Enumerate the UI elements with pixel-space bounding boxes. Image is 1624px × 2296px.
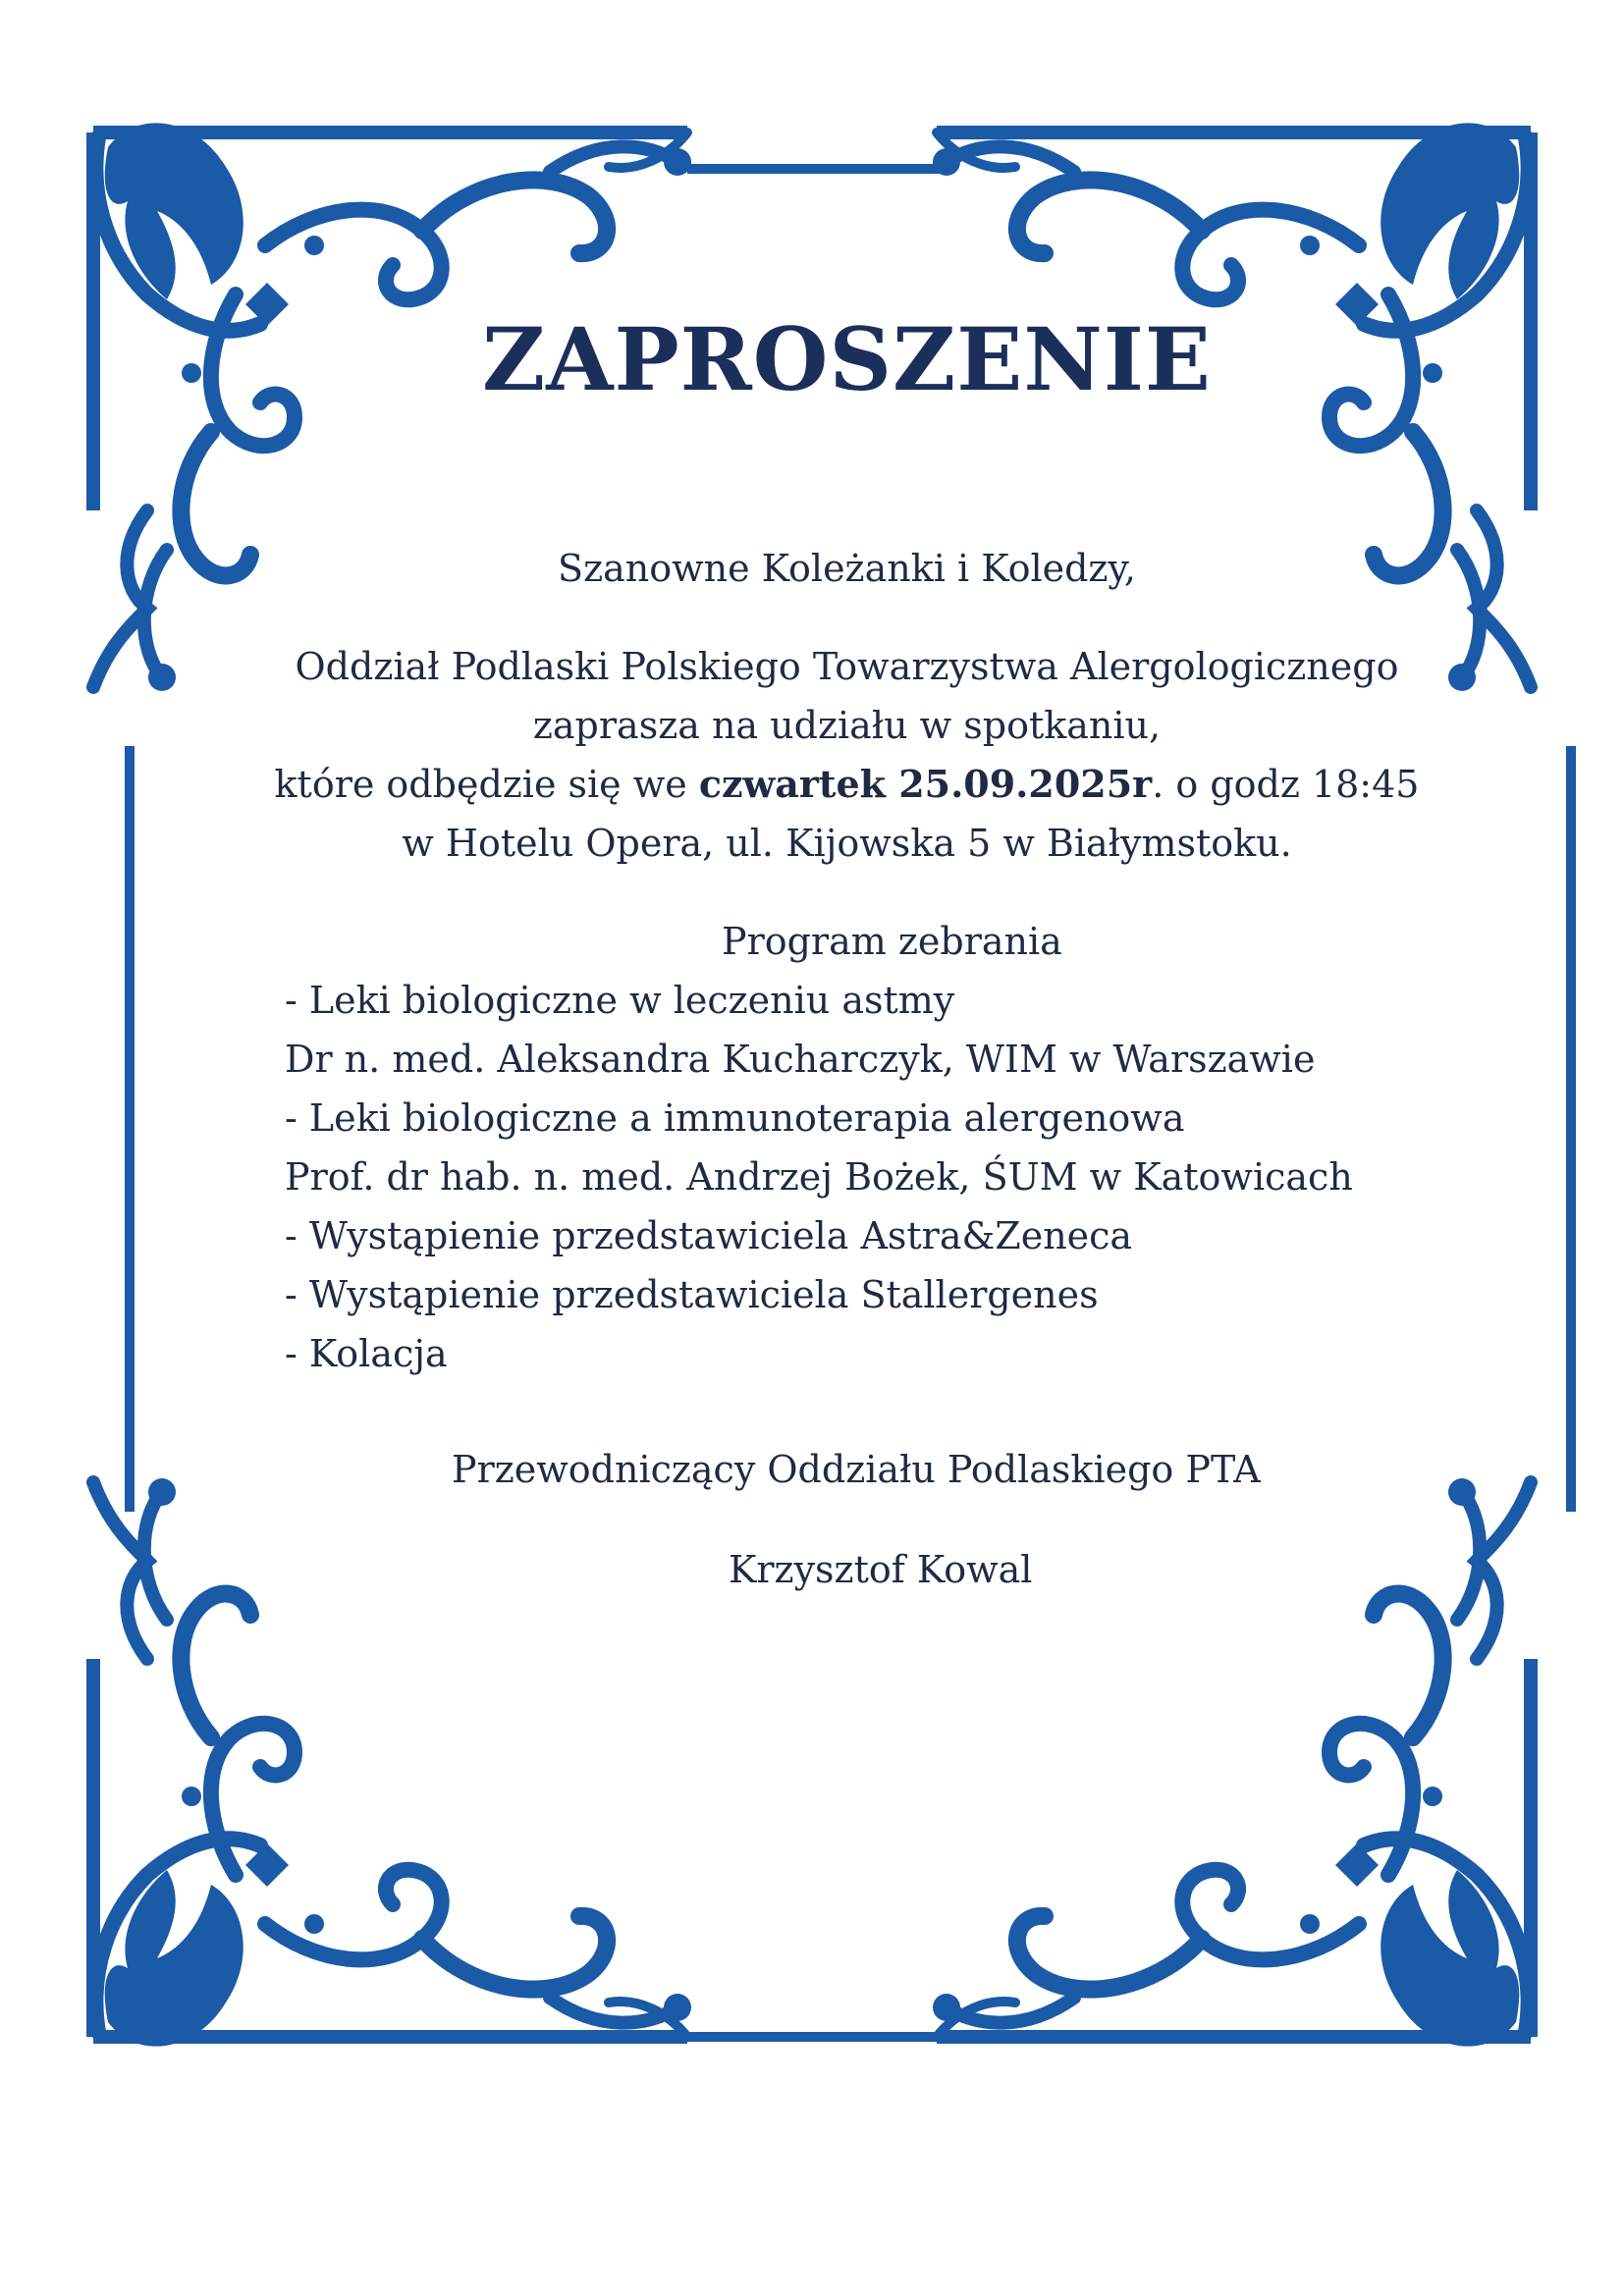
intro-line-3-after: . o godz 18:45 bbox=[1152, 763, 1420, 806]
program-item: Dr n. med. Aleksandra Kucharczyk, WIM w Warszawie bbox=[285, 1038, 1316, 1081]
intro-line-2: zaprasza na udziału w spotkaniu, bbox=[532, 704, 1162, 747]
program-item: - Leki biologiczne a immunoterapia alergenowa bbox=[285, 1096, 1185, 1140]
signature-name: Krzysztof Kowal bbox=[729, 1548, 1033, 1591]
greeting: Szanowne Koleżanki i Koledzy, bbox=[558, 547, 1136, 590]
intro-line-1: Oddział Podlaski Polskiego Towarzystwa Alergologicznego bbox=[295, 645, 1399, 688]
program-item: - Wystąpienie przedstawiciela Stallergenes bbox=[285, 1273, 1099, 1316]
corner-ornament-bottom-left bbox=[93, 1478, 691, 2047]
meeting-date: czwartek 25.09.2025r bbox=[698, 762, 1153, 806]
program-item: - Wystąpienie przedstawiciela Astra&Zeneca bbox=[285, 1214, 1133, 1257]
intro-line-3 bbox=[0, 762, 1624, 806]
intro-line-4: w Hotelu Opera, ul. Kijowska 5 w Białymstoku. bbox=[402, 822, 1292, 865]
program-item: Prof. dr hab. n. med. Andrzej Bożek, ŚUM w Katowicach bbox=[285, 1155, 1353, 1199]
page-title: ZAPROSZENIE bbox=[481, 308, 1212, 410]
program-item: - Kolacja bbox=[285, 1332, 448, 1375]
program-item: - Leki biologiczne w leczeniu astmy bbox=[285, 979, 955, 1022]
signature-role: Przewodniczący Oddziału Podlaskiego PTA bbox=[452, 1448, 1261, 1491]
intro-line-3-before: które odbędzie się we bbox=[274, 763, 699, 806]
program-heading: Program zebrania bbox=[722, 920, 1062, 963]
